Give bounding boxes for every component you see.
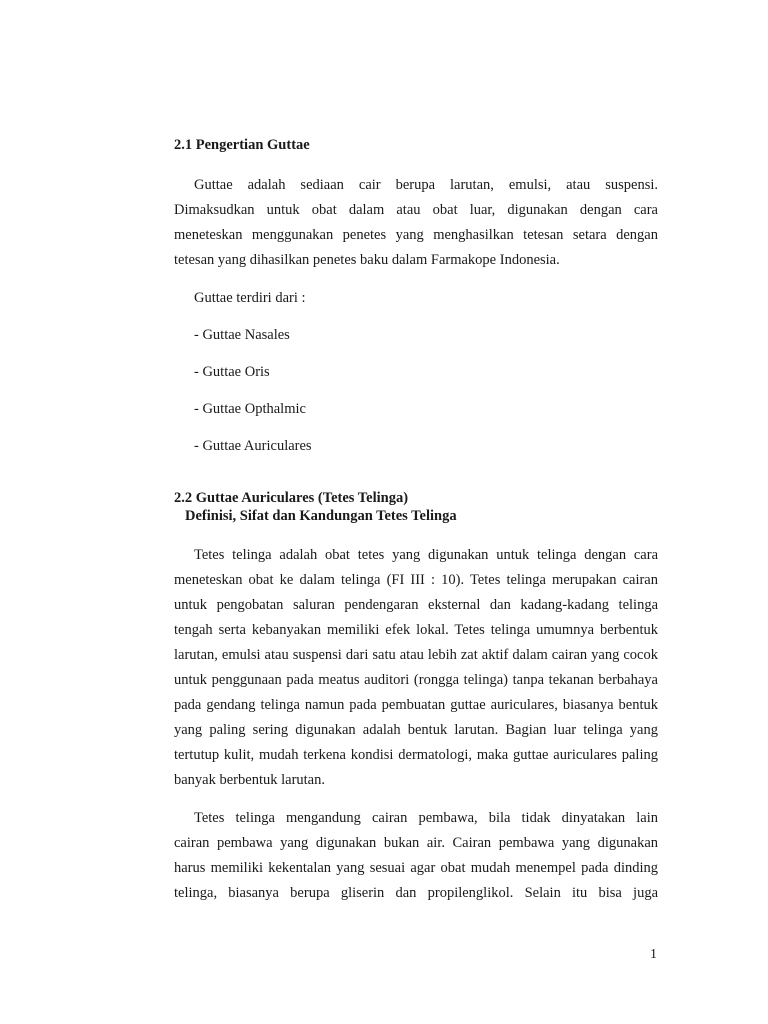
paragraph-line: pada gendang telinga namun pada pembuatan guttae auriculares, biasanya bentuk (174, 697, 658, 713)
list-intro: Guttae terdiri dari : (194, 290, 306, 306)
paragraph-line: untuk penggunaan pada meatus auditori (rongga telinga) tanpa tekanan berbahaya (174, 672, 658, 688)
paragraph-line: untuk pengobatan saluran pendengaran eksternal dan kadang-kadang telinga (174, 597, 658, 613)
section-subheading: Definisi, Sifat dan Kandungan Tetes Telinga (185, 508, 457, 524)
list-item: - Guttae Auriculares (194, 438, 312, 454)
paragraph-line: meneteskan menggunakan penetes yang menghasilkan tetesan setara dengan (174, 227, 658, 243)
list-item: - Guttae Nasales (194, 327, 290, 343)
paragraph-line: Tetes telinga adalah obat tetes yang digunakan untuk telinga dengan cara (194, 547, 658, 563)
section-heading-2-1: 2.1 Pengertian Guttae (174, 137, 310, 153)
section-heading-2-2: 2.2 Guttae Auriculares (Tetes Telinga) (174, 490, 409, 506)
paragraph-line: meneteskan obat ke dalam telinga (FI III : 10). Tetes telinga merupakan cairan (174, 572, 658, 588)
paragraph-line: larutan, emulsi atau suspensi dari satu atau lebih zat aktif dalam cairan yang cocok (174, 647, 658, 663)
list-item: - Guttae Opthalmic (194, 401, 306, 417)
list-item: - Guttae Oris (194, 364, 270, 380)
paragraph-line: cairan pembawa yang digunakan bukan air. Cairan pembawa yang digunakan (174, 835, 658, 851)
paragraph-line: Guttae adalah sediaan cair berupa larutan, emulsi, atau suspensi. (194, 177, 658, 193)
paragraph-line: banyak berbentuk larutan. (174, 772, 325, 788)
paragraph-line: tertutup kulit, mudah terkena kondisi dermatologi, maka guttae auriculares paling (174, 747, 658, 763)
paragraph-line: harus memiliki kekentalan yang sesuai agar obat mudah menempel pada dinding (174, 860, 658, 876)
paragraph-line: yang paling sering digunakan adalah bentuk larutan. Bagian luar telinga yang (174, 722, 658, 738)
page-number: 1 (650, 947, 657, 962)
paragraph-line: tetesan yang dihasilkan penetes baku dalam Farmakope Indonesia. (174, 252, 560, 268)
paragraph-line: Tetes telinga mengandung cairan pembawa, bila tidak dinyatakan lain (194, 810, 658, 826)
paragraph-line: tengah serta kebanyakan memiliki efek lokal. Tetes telinga umumnya berbentuk (174, 622, 658, 638)
paragraph-line: Dimaksudkan untuk obat dalam atau obat luar, digunakan dengan cara (174, 202, 658, 218)
paragraph-line: telinga, biasanya berupa gliserin dan propilenglikol. Selain itu bisa juga (174, 885, 658, 901)
